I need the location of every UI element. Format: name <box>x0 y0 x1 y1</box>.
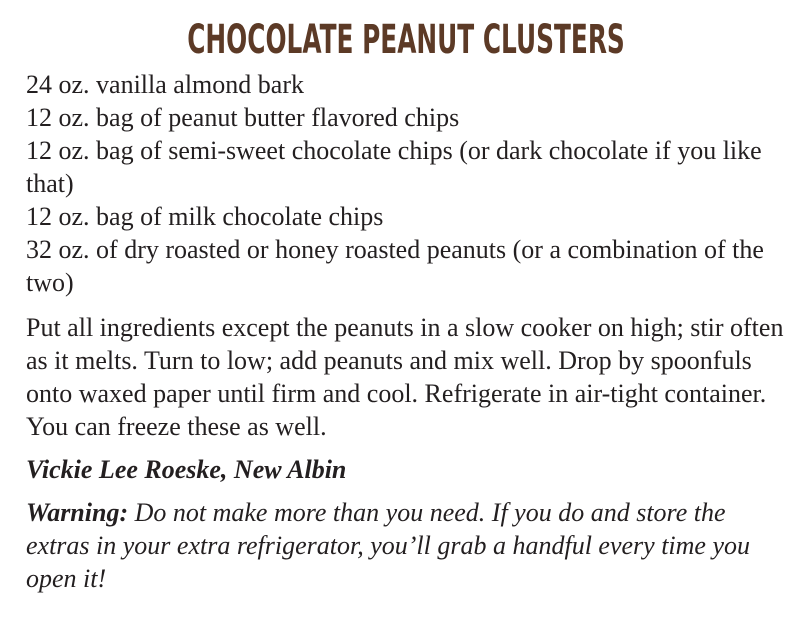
recipe-author: Vickie Lee Roeske, New Albin <box>26 455 347 484</box>
recipe-card <box>26 14 786 595</box>
warning-label: Warning: <box>26 498 129 527</box>
recipe-directions: Put all ingredients except the peanuts in a slow cooker on high; stir often as it melts. Turn to low; add peanuts and mix well. Drop by spoonfuls onto waxed paper until firm and cool. Refrigerate in air-tight container. You can freeze these as well. <box>26 313 784 441</box>
ingredient-item: 24 oz. vanilla almond bark <box>26 70 304 99</box>
ingredient-item: 12 oz. bag of semi-sweet chocolate chips (or dark chocolate if you like that) <box>26 136 762 198</box>
ingredient-item: 32 oz. of dry roasted or honey roasted peanuts (or a combination of the two) <box>26 235 764 297</box>
ingredient-item: 12 oz. bag of peanut butter flavored chips <box>26 103 460 132</box>
warning-note <box>26 496 786 595</box>
warning-text: Do not make more than you need. If you do and store the extras in your extra refrigerator, you’ll grab a handful every time you open it! <box>26 498 751 593</box>
recipe-title: CHOCOLATE PEANUT CLUSTERS <box>187 17 625 63</box>
ingredient-list <box>26 68 786 299</box>
ingredient-item: 12 oz. bag of milk chocolate chips <box>26 202 384 231</box>
